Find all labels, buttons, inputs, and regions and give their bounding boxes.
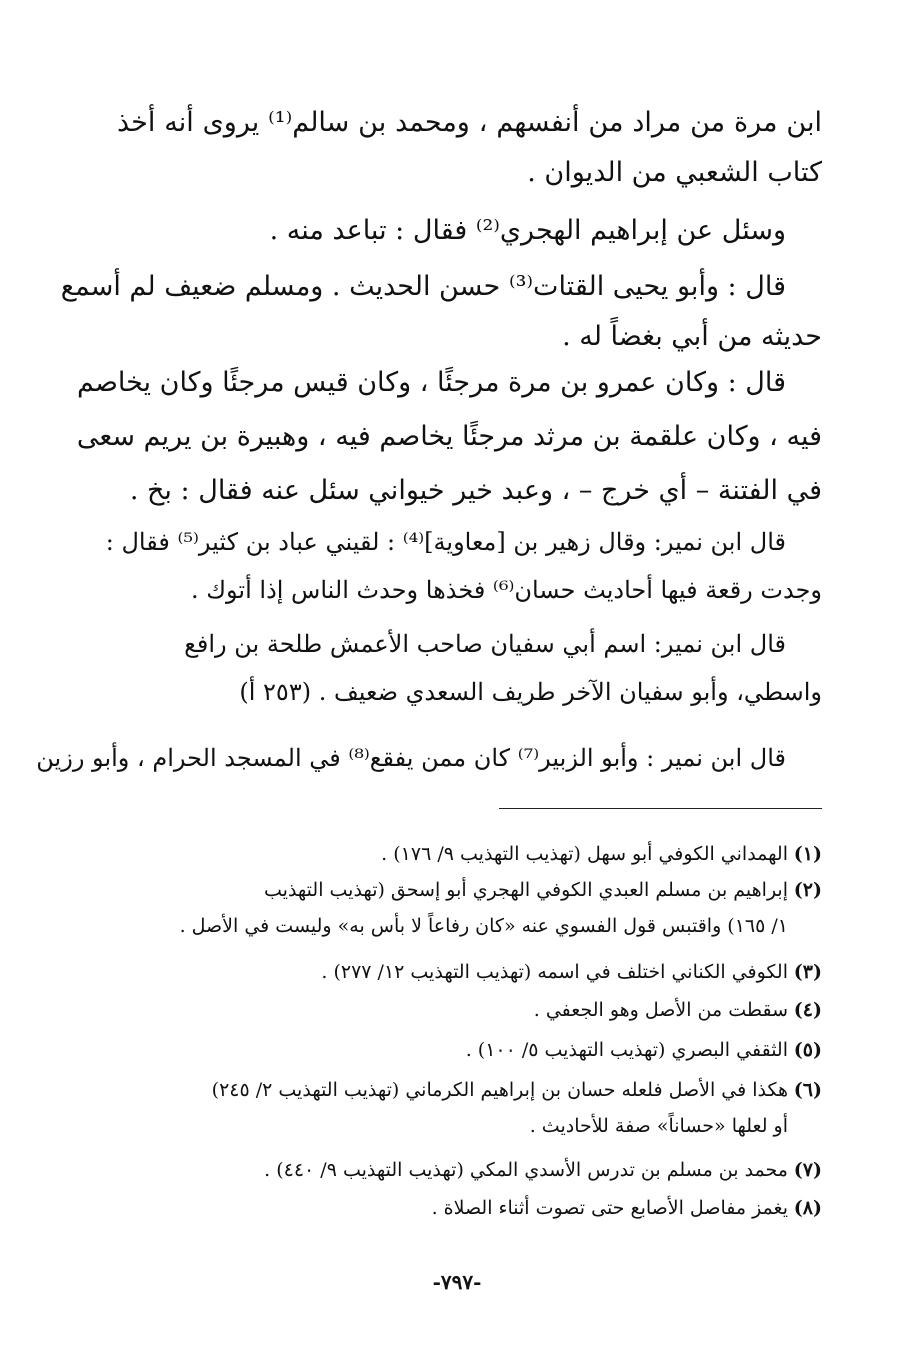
footnote-3	[92, 954, 822, 990]
text-line: ابن مرة من مراد من أنفسهم ، ومحمد بن سالم⁽¹⁾ يروى أنه أخذ	[117, 107, 822, 138]
text-line: حديثه من أبي بغضاً له .	[562, 321, 822, 352]
text-line: فيه ، وكان علقمة بن مرثد مرجئًا يخاصم فيه ، وهبيرة بن يريم سعى	[76, 421, 822, 452]
footnote-6	[92, 1072, 822, 1144]
footnote-4	[92, 992, 822, 1028]
footnote-text: الهمداني الكوفي أبو سهل (تهذيب التهذيب ٩/ ١٧٦) .	[381, 843, 788, 865]
paragraph-1	[117, 96, 822, 196]
text-line: واسطي، وأبو سفيان الآخر طريف السعدي ضعيف . (٢٥٣ أ)	[239, 678, 822, 706]
footnote-text: يغمز مفاصل الأصابع حتى تصوت أثناء الصلاة .	[431, 1197, 788, 1219]
footnote-7	[92, 1152, 822, 1188]
footnote-number: (٣)	[793, 961, 822, 983]
footnote-number: (٥)	[793, 1039, 822, 1061]
paragraph-5	[105, 518, 822, 614]
footnote-text: محمد بن مسلم بن تدرس الأسدي المكي (تهذيب التهذيب ٩/ ٤٤٠) .	[264, 1159, 788, 1181]
text-line: قال : وكان عمرو بن مرة مرجئًا ، وكان قيس مرجئًا وكان يخاصم	[76, 367, 786, 398]
page-number: -٧٩٧-	[432, 1270, 482, 1294]
footnote-text: هكذا في الأصل فلعله حسان بن إبراهيم الكرماني (تهذيب التهذيب ٢/ ٢٤٥)	[211, 1079, 788, 1101]
footnote-text: الثقفي البصري (تهذيب التهذيب ٥/ ١٠٠) .	[465, 1039, 788, 1061]
footnote-number: (٤)	[793, 999, 822, 1021]
text-line: قال : وأبو يحيى القتات⁽³⁾ حسن الحديث . ومسلم ضعيف لم أسمع	[60, 271, 786, 302]
footnote-number: (٧)	[793, 1159, 822, 1181]
footnote-1	[92, 836, 822, 872]
footnote-number: (٦)	[793, 1079, 822, 1101]
footnote-5	[92, 1032, 822, 1068]
footnote-text: أو لعلها «حساناً» صفة للأحاديث .	[529, 1115, 788, 1137]
text-line: قال ابن نمير : وأبو الزبير⁽⁷⁾ كان ممن يفقع⁽⁸⁾ في المسجد الحرام ، وأبو رزين	[36, 744, 786, 772]
footnote-2	[92, 872, 822, 944]
footnote-text: إبراهيم بن مسلم العبدي الكوفي الهجري أبو إسحق (تهذيب التهذيب	[264, 879, 788, 901]
text-line: وسئل عن إبراهيم الهجري⁽²⁾ فقال : تباعد منه .	[269, 215, 786, 246]
footnote-separator	[499, 808, 822, 809]
footnote-text: الكوفي الكناني اختلف في اسمه (تهذيب التهذيب ١٢/ ٢٧٧) .	[321, 961, 788, 983]
footnote-number: (٨)	[793, 1197, 822, 1219]
text-line: وجدت رقعة فيها أحاديث حسان⁽⁶⁾ فخذها وحدث الناس إذا أتوك .	[190, 576, 822, 604]
paragraph-2	[126, 204, 786, 258]
text-line: كتاب الشعبي من الديوان .	[527, 157, 822, 188]
footnote-number: (١)	[793, 843, 822, 865]
footnote-text: ١/ ١٦٥) واقتبس قول الفسوي عنه «كان رفاعاً لا بأس به» وليست في الأصل .	[179, 915, 788, 937]
footnote-text: سقطت من الأصل وهو الجعفي .	[533, 999, 788, 1021]
paragraph-3	[60, 262, 822, 362]
text-line: في الفتنة – أي خرج – ، وعبد خير خيواني سئل عنه فقال : بخ .	[129, 475, 822, 506]
text-line: قال ابن نمير: وقال زهير بن [معاوية]⁽⁴⁾ : لقيني عباد بن كثير⁽⁵⁾ فقال :	[105, 528, 786, 556]
paragraph-6	[117, 620, 822, 716]
footnote-8	[92, 1190, 822, 1226]
paragraph-4	[76, 356, 822, 518]
paragraph-7	[36, 734, 822, 782]
footnote-number: (٢)	[793, 879, 822, 901]
text-line: قال ابن نمير: اسم أبي سفيان صاحب الأعمش طلحة بن رافع	[184, 630, 786, 658]
